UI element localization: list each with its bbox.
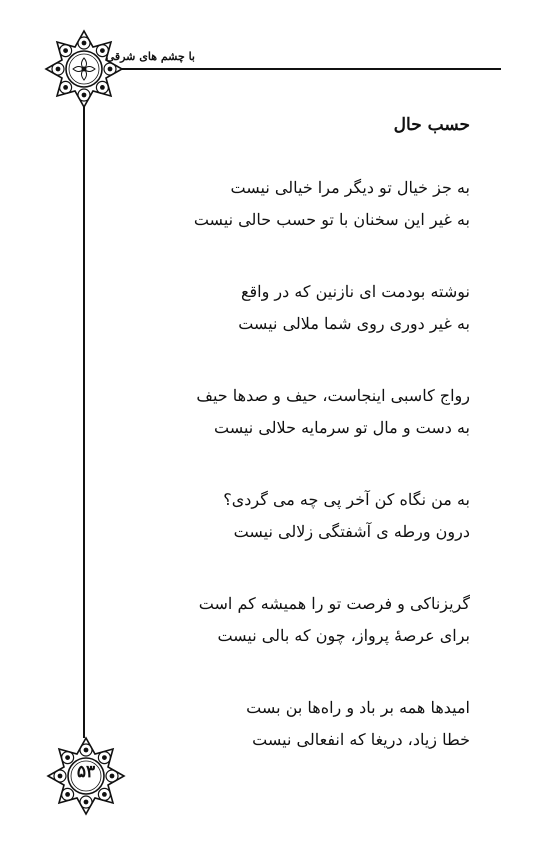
verse-line: گریزناکی و فرصت تو را همیشه کم است [198,594,470,613]
verse-line: رواج کاسبی اینجاست، حیف و صدها حیف [196,386,470,405]
poem-body [110,172,470,796]
verse-line: به جز خیال تو دیگر مرا خیالی نیست [230,178,470,197]
verse-line: به دست و مال تو سرمایه حلالی نیست [213,418,470,437]
verse-line: امیدها همه بر باد و راه‌ها بن بست [246,698,470,717]
verse-line: به من نگاه کن آخر پی چه می گردی؟ [223,490,470,509]
stanza [110,484,470,548]
verse-line: برای عرصهٔ پرواز، چون که بالی نیست [217,626,470,645]
verse-line: خطا زیاد، دریغا که انفعالی نیست [252,730,470,749]
stanza [110,380,470,444]
verse-line: نوشته بودمت ای نازنین که در واقع [240,282,470,301]
verse-line: درون ورطه ی آشفتگی زلالی نیست [233,522,470,541]
stanza [110,692,470,756]
stanza [110,172,470,236]
running-header: با چشم های شرقی [105,50,195,63]
stanza [110,276,470,340]
verse-line: به غیر دوری روی شما ملالی نیست [238,314,470,333]
poem-title: حسب حال [393,115,470,135]
verse-line: به غیر این سخنان با تو حسب حالی نیست [193,210,470,229]
page-number: ۵۳ [76,762,96,782]
stanza [110,588,470,652]
top-rosette-icon [46,31,122,107]
